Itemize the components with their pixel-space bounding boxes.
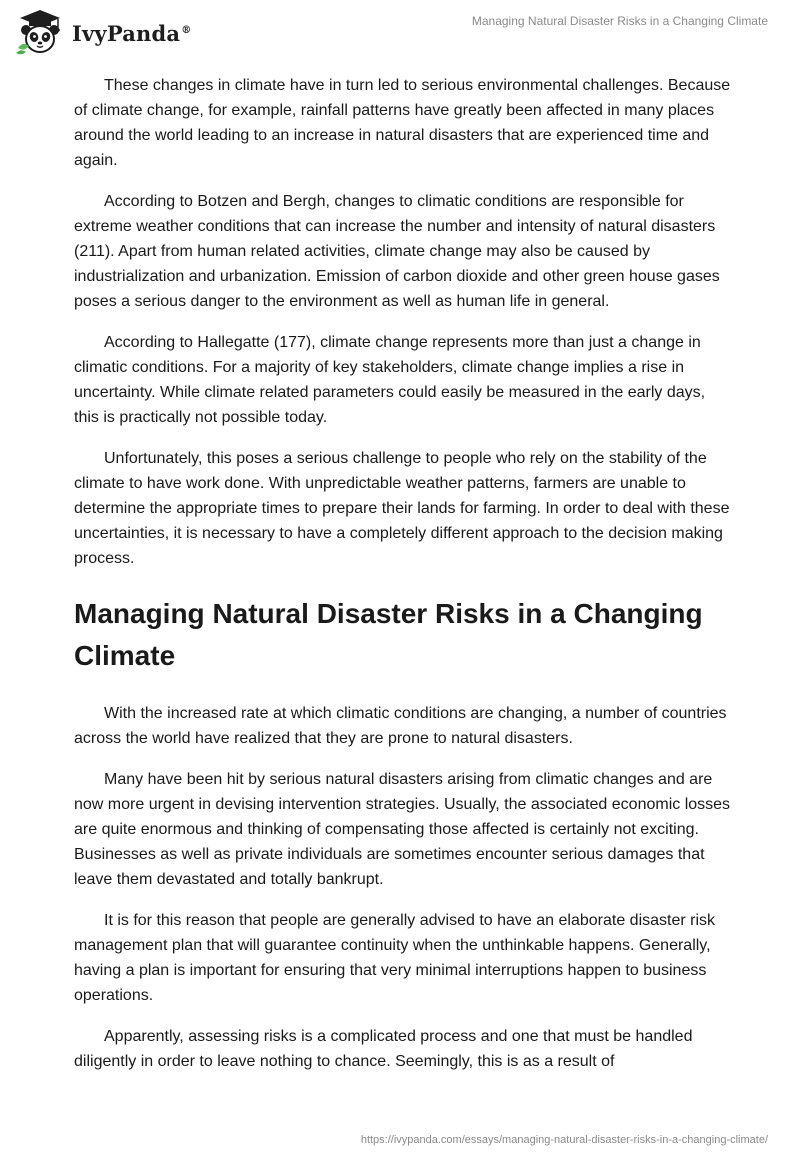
panda-graduation-cap-icon	[14, 8, 66, 56]
essay-body	[74, 73, 734, 1090]
page-header	[0, 0, 800, 60]
body-paragraph: These changes in climate have in turn led to serious environmental challenges. Because of climate change, for example, rainfall patterns have greatly been affected in many places around the world leading to an increase in natural disasters that are experienced time and again.	[74, 77, 731, 169]
body-paragraph: According to Botzen and Bergh, changes to climatic conditions are responsible for extreme weather conditions that can increase the number and intensity of natural disasters (211). Apart from human related activities, climate change may also be caused by industrialization and urbanization. Emission of carbon dioxide and other green house gases poses a serious danger to the environment as well as human life in general.	[74, 193, 720, 310]
registered-mark: ®	[181, 24, 192, 36]
ivypanda-logo[interactable]	[14, 8, 191, 56]
logo-text: IvyPanda®	[72, 20, 192, 46]
body-paragraph: Unfortunately, this poses a serious challenge to people who rely on the stability of the climate to have work done. With unpredictable weather patterns, farmers are unable to determine the appropriate times to prepare their lands for farming. In order to deal with these uncertainties, it is necessary to have a completely different approach to the decision making process.	[74, 450, 730, 567]
body-paragraph: It is for this reason that people are generally advised to have an elaborate disaster risk management plan that will guarantee continuity when the unthinkable happens. Generally, having a plan is important for ensuring that very minimal interruptions happen to business operations.	[74, 912, 716, 1004]
body-paragraph: Apparently, assessing risks is a complicated process and one that must be handled diligently in order to leave nothing to chance. Seemingly, this is as a result of	[74, 1028, 693, 1070]
body-paragraph: According to Hallegatte (177), climate change represents more than just a change in climatic conditions. For a majority of key stakeholders, climate change implies a rise in uncertainty. While climate related parameters could easily be measured in the early days, this is practically not possible today.	[74, 334, 706, 426]
body-paragraph: With the increased rate at which climatic conditions are changing, a number of countries across the world have realized that they are prone to natural disasters.	[74, 705, 727, 747]
document-title: Managing Natural Disaster Risks in a Changing Climate	[471, 14, 768, 28]
section-heading: Managing Natural Disaster Risks in a Changing Climate	[74, 598, 703, 671]
source-url-link[interactable]: https://ivypanda.com/essays/managing-natural-disaster-risks-in-a-changing-climate/	[360, 1134, 768, 1146]
body-paragraph: Many have been hit by serious natural disasters arising from climatic changes and are now more urgent in devising intervention strategies. Usually, the associated economic losses are quite enormous and thinking of compensating those affected is certainly not exciting. Businesses as well as private individuals are sometimes encounter serious damages that leave them devastated and totally bankrupt.	[74, 771, 731, 888]
